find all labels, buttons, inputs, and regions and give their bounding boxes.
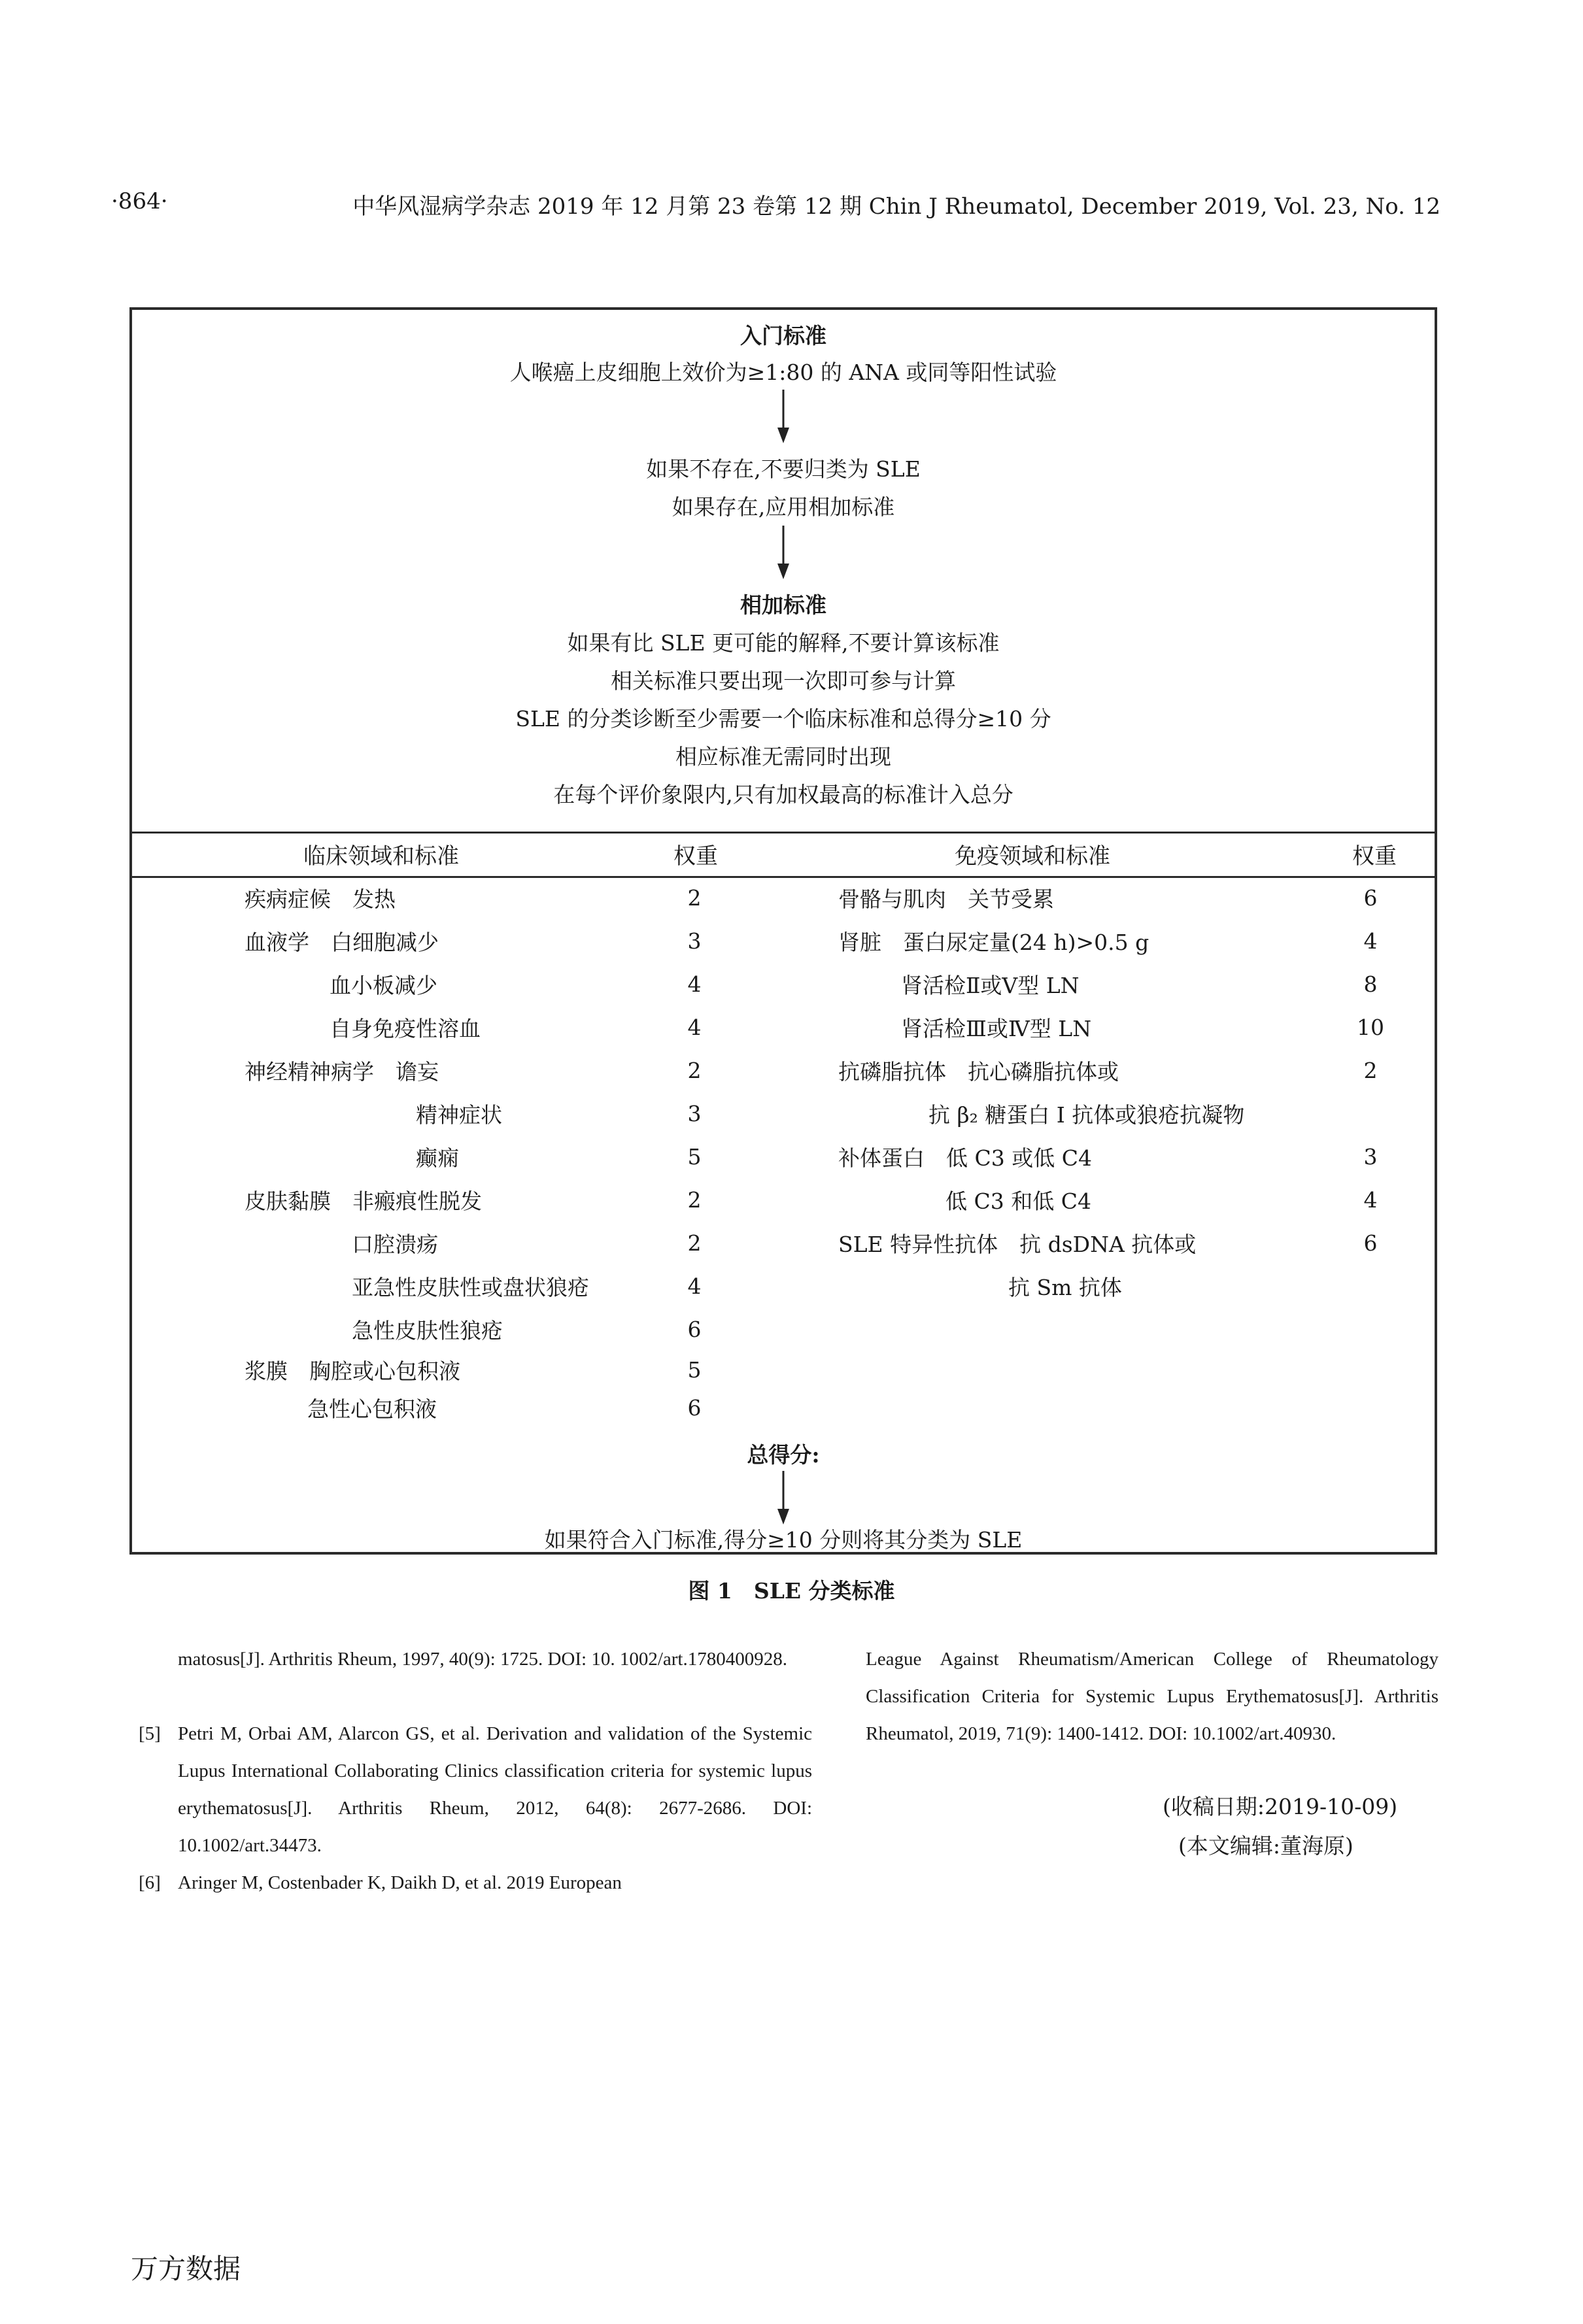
reference-5 <box>139 1715 812 1864</box>
table-header-rule <box>132 876 1435 878</box>
col-header-weight: 权重 <box>1352 843 1397 869</box>
clinical-weight: 5 <box>687 1144 702 1170</box>
additive-line: 在每个评价象限内,只有加权最高的标准计入总分 <box>553 782 1013 807</box>
immuno-weight: 6 <box>1363 1230 1378 1256</box>
arrow-down-icon <box>770 387 796 446</box>
figure-sle-criteria <box>129 307 1437 1555</box>
clinical-row: 血小板减少 <box>330 973 437 998</box>
immuno-row: 肾活检Ⅱ或Ⅴ型 LN <box>901 973 1080 998</box>
clinical-weight: 2 <box>687 885 702 911</box>
reference-text: Petri M, Orbai AM, Alarcon GS, et al. Derivation and validation of the Systemic Lupus International Collaborating Clinics classification criteria for systemic lupus erythematosus[J]. Arthritis Rheum, 2012, 64(8): 2677-2686. DOI: 10.1002/art.34473. <box>178 1723 812 1856</box>
clinical-row: 癫痫 <box>416 1145 459 1171</box>
clinical-row: 急性皮肤性狼疮 <box>352 1318 503 1343</box>
arrow-down-icon <box>770 523 796 582</box>
immuno-row: 低 C3 和低 C4 <box>945 1188 1091 1214</box>
clinical-weight: 2 <box>687 1187 702 1213</box>
journal-header: 中华风湿病学杂志 2019 年 12 月第 23 卷第 12 期 Chin J Rheumatol, December 2019, Vol. 23, No. 12 <box>352 194 1440 220</box>
immuno-weight: 10 <box>1357 1015 1384 1040</box>
reference-text: Aringer M, Costenbader K, Daikh D, et al. 2019 European <box>178 1872 622 1893</box>
clinical-weight: 6 <box>687 1317 702 1342</box>
clinical-row: 神经精神病学 谵妄 <box>245 1059 439 1085</box>
clinical-row: 浆膜 胸腔或心包积液 <box>245 1358 460 1384</box>
immuno-weight: 8 <box>1363 971 1378 997</box>
clinical-row: 精神症状 <box>416 1102 502 1128</box>
clinical-weight: 2 <box>687 1230 702 1256</box>
clinical-row: 急性心包积液 <box>307 1396 437 1422</box>
reference-6 <box>139 1864 812 1902</box>
arrow-down-icon <box>770 1468 796 1527</box>
clinical-weight: 4 <box>687 971 702 997</box>
immuno-row: 肾脏 蛋白尿定量(24 h)>0.5 g <box>838 930 1149 955</box>
immuno-weight: 6 <box>1363 885 1378 911</box>
immuno-weight: 2 <box>1363 1058 1378 1083</box>
immuno-row: 抗 Sm 抗体 <box>1008 1275 1122 1300</box>
col-header-clinical: 临床领域和标准 <box>303 843 459 869</box>
clinical-weight: 6 <box>687 1395 702 1421</box>
editor-note: (本文编辑:董海原) <box>1178 1833 1353 1859</box>
if-absent-text: 如果不存在,不要归类为 SLE <box>646 456 921 482</box>
immuno-row: 骨骼与肌肉 关节受累 <box>838 886 1054 912</box>
col-header-immuno: 免疫领域和标准 <box>955 843 1110 869</box>
reference-4-continued: matosus[J]. Arthritis Rheum, 1997, 40(9): 1725. DOI: 10. 1002/art.1780400928. <box>178 1649 787 1670</box>
reference-number: [5] <box>139 1723 161 1744</box>
received-date: (收稿日期:2019-10-09) <box>1163 1794 1398 1819</box>
col-header-weight: 权重 <box>673 843 718 869</box>
page-number: ·864· <box>111 188 168 214</box>
additive-line: 如果有比 SLE 更可能的解释,不要计算该标准 <box>567 630 1000 656</box>
reference-number: [6] <box>139 1872 161 1893</box>
immuno-weight: 3 <box>1363 1144 1378 1170</box>
clinical-row: 口腔溃疡 <box>352 1232 438 1257</box>
immuno-row: 肾活检Ⅲ或Ⅳ型 LN <box>901 1016 1092 1041</box>
additive-line: 相应标准无需同时出现 <box>675 744 891 769</box>
clinical-weight: 3 <box>687 1101 702 1126</box>
figure-caption: 图 1 SLE 分类标准 <box>688 1578 895 1604</box>
immuno-weight: 4 <box>1363 1187 1378 1213</box>
if-present-text: 如果存在,应用相加标准 <box>672 494 895 520</box>
final-classification-text: 如果符合入门标准,得分≥10 分则将其分类为 SLE <box>544 1527 1023 1553</box>
immuno-row: 抗 β₂ 糖蛋白 I 抗体或狼疮抗凝物 <box>928 1102 1245 1128</box>
immuno-weight: 4 <box>1363 928 1378 954</box>
clinical-weight: 4 <box>687 1015 702 1040</box>
additive-title: 相加标准 <box>740 592 826 618</box>
clinical-weight: 4 <box>687 1273 702 1299</box>
clinical-weight: 2 <box>687 1058 702 1083</box>
additive-line: 相关标准只要出现一次即可参与计算 <box>611 668 956 694</box>
entry-title: 入门标准 <box>740 323 826 348</box>
criteria-flow <box>132 310 1435 832</box>
entry-text: 人喉癌上皮细胞上效价为≥1:80 的 ANA 或同等阳性试验 <box>509 360 1057 385</box>
clinical-weight: 3 <box>687 928 702 954</box>
clinical-row: 亚急性皮肤性或盘状狼疮 <box>352 1275 589 1300</box>
total-score-title: 总得分: <box>747 1442 820 1468</box>
clinical-row: 自身免疫性溶血 <box>330 1016 481 1041</box>
immuno-row: 补体蛋白 低 C3 或低 C4 <box>838 1145 1092 1171</box>
clinical-row: 血液学 白细胞减少 <box>245 930 439 955</box>
clinical-row: 皮肤黏膜 非瘢痕性脱发 <box>245 1188 482 1214</box>
immuno-row: SLE 特异性抗体 抗 dsDNA 抗体或 <box>838 1232 1197 1257</box>
reference-6-continued: League Against Rheumatism/American College of Rheumatology Classification Criteria for Systemic Lupus Erythematosus[J]. Arthritis Rheumatol, 2019, 71(9): 1400-1412. DOI: 10.1002/art.40930. <box>866 1649 1438 1744</box>
clinical-row: 疾病症候 发热 <box>245 886 396 912</box>
table-top-rule <box>132 832 1435 834</box>
clinical-weight: 5 <box>687 1357 702 1383</box>
watermark: 万方数据 <box>131 2253 241 2285</box>
additive-line: SLE 的分类诊断至少需要一个临床标准和总得分≥10 分 <box>515 706 1051 732</box>
immuno-row: 抗磷脂抗体 抗心磷脂抗体或 <box>838 1059 1119 1085</box>
